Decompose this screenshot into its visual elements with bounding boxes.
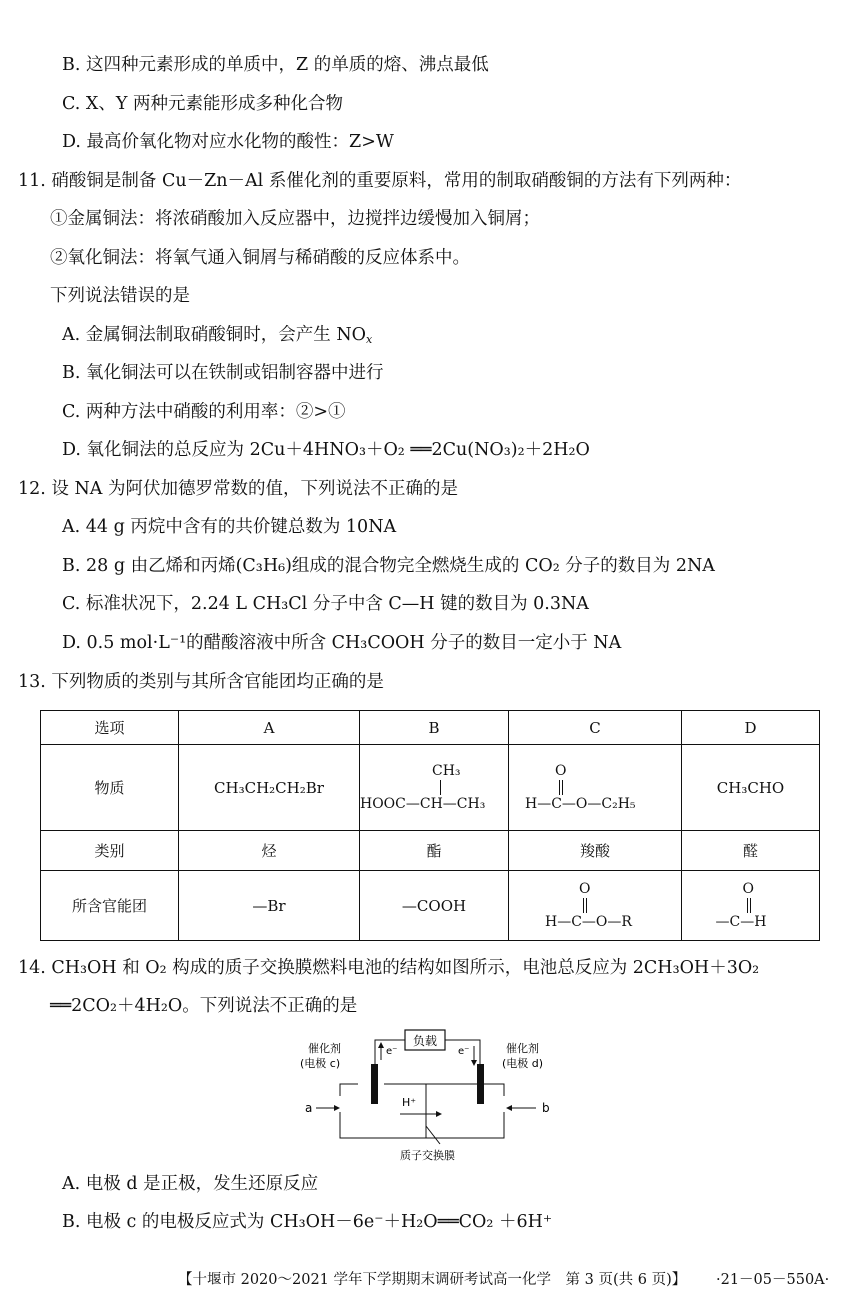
q13-stem: 13. 下列物质的类别与其所含官能团均正确的是 [18, 672, 384, 692]
left-electron-label: e⁻ [386, 1046, 398, 1057]
group-c [509, 871, 682, 940]
q11-option-a [62, 323, 372, 347]
group-d-bond-2 [750, 898, 751, 913]
footer-title: 【十堰市 2020～2021 学年下学期期末调研考试高一化学 第 3 页(共 6 页)】 [178, 1272, 687, 1288]
proton-label: H⁺ [402, 1096, 417, 1109]
membrane-label: 质子交换膜 [400, 1149, 455, 1162]
inlet-b-label: b [542, 1101, 550, 1115]
row-label-substance: 物质 [41, 745, 179, 830]
footer-code: ·21－05－550A· [716, 1272, 830, 1288]
group-d [682, 871, 819, 940]
electrode-d-label: (电极 d) [502, 1057, 544, 1070]
class-c: 羧酸 [509, 831, 682, 870]
q11-option-b: B. 氧化铜法可以在铁制或铝制容器中进行 [62, 363, 384, 383]
right-electron-arrowhead [471, 1060, 477, 1066]
group-a: —Br [179, 871, 360, 940]
q14-stem-line-2: ══2CO₂＋4H₂O。下列说法不正确的是 [50, 996, 358, 1016]
substance-c-oxygen: O [555, 762, 567, 779]
class-a: 烃 [179, 831, 360, 870]
substance-b-bond [440, 780, 441, 795]
table-row-group [41, 871, 819, 940]
inlet-b-arrowhead [506, 1105, 512, 1111]
electrode-c-label: (电极 c) [300, 1057, 341, 1070]
catalyst-left-label: 催化剂 [308, 1042, 341, 1055]
q14-option-b: B. 电极 c 的电极反应式为 CH₃OH－6e⁻＋H₂O══CO₂ ＋6H⁺ [62, 1212, 553, 1232]
q11-question: 下列说法错误的是 [50, 286, 190, 306]
proton-arrowhead [436, 1111, 442, 1117]
q14-stem-line-1: 14. CH₃OH 和 O₂ 构成的质子交换膜燃料电池的结构如图所示，电池总反应为 2CH₃OH＋3O₂ [18, 958, 760, 978]
q13-table [40, 710, 820, 941]
row-label-class: 类别 [41, 831, 179, 870]
substance-b [360, 745, 509, 830]
q12-option-b: B. 28 g 由乙烯和丙烯(C₃H₆)组成的混合物完全燃烧生成的 CO₂ 分子的数目为 2NA [62, 556, 715, 576]
header-b: B [360, 711, 509, 744]
group-c-bond-1 [583, 898, 584, 913]
cell-bottom [340, 1112, 504, 1138]
q12-stem: 12. 设 NA 为阿伏加德罗常数的值，下列说法不正确的是 [18, 479, 458, 499]
q11-option-d: D. 氧化铜法的总反应为 2Cu＋4HNO₃＋O₂ ══2Cu(NO₃)₂＋2H₂O [62, 440, 590, 460]
substance-c-bond-1 [559, 780, 560, 795]
header-a: A [179, 711, 360, 744]
substance-c-bond-2 [562, 780, 563, 795]
header-d: D [744, 718, 757, 737]
q12-option-c: C. 标准状况下，2.24 L CH₃Cl 分子中含 C—H 键的数目为 0.3NA [62, 594, 589, 614]
group-d-chain: —C—H [715, 913, 767, 930]
q11-method-1: ①金属铜法：将浓硝酸加入反应器中，边搅拌边缓慢加入铜屑； [50, 209, 540, 229]
group-c-oxygen: O [579, 880, 591, 897]
group-b: —COOH [360, 871, 509, 940]
class-b: 酯 [360, 831, 509, 870]
substance-d: CH₃CHO [716, 778, 785, 797]
catalyst-right-label: 催化剂 [506, 1042, 539, 1055]
membrane-pointer [426, 1126, 440, 1144]
table-row-substance [41, 745, 819, 831]
table-row-class [41, 831, 819, 871]
class-d: 醛 [742, 842, 758, 860]
right-electron-label: e⁻ [458, 1046, 470, 1057]
q11-method-2: ②氧化铜法：将氧气通入铜屑与稀硝酸的反应体系中。 [50, 248, 470, 268]
fuel-cell-diagram [280, 1026, 580, 1166]
row-label-group: 所含官能团 [41, 871, 179, 940]
load-label: 负载 [412, 1034, 438, 1048]
group-c-bond-2 [586, 898, 587, 913]
q10-option-d: D. 最高价氧化物对应水化物的酸性：Z>W [62, 132, 394, 152]
left-electron-arrowhead [378, 1042, 384, 1048]
inlet-a-label: a [305, 1101, 313, 1115]
substance-c [509, 745, 682, 830]
q11-option-c: C. 两种方法中硝酸的利用率：②>① [62, 402, 346, 422]
q11-option-a-text: A. 金属铜法制取硝酸铜时，会产生 NO [62, 325, 366, 345]
group-d-oxygen: O [742, 880, 754, 897]
q14-option-a: A. 电极 d 是正极，发生还原反应 [62, 1174, 319, 1194]
group-c-chain: H—C—O—R [545, 913, 632, 930]
substance-b-methyl: CH₃ [432, 762, 461, 779]
table-header-row [41, 711, 819, 745]
electrode-d [477, 1064, 484, 1104]
group-d-bond-1 [747, 898, 748, 913]
header-option: 选项 [41, 711, 179, 744]
q10-option-c: C. X、Y 两种元素能形成多种化合物 [62, 94, 343, 114]
substance-a: CH₃CH₂CH₂Br [179, 745, 360, 830]
q11-stem: 11. 硝酸铜是制备 Cu－Zn－Al 系催化剂的重要原料，常用的制取硝酸铜的方法有下列两种： [18, 171, 742, 191]
electrode-c [371, 1064, 378, 1104]
q12-option-d: D. 0.5 mol·L⁻¹的醋酸溶液中所含 CH₃COOH 分子的数目一定小于 NA [62, 633, 622, 653]
q11-option-a-sub: x [366, 333, 373, 346]
cell-top-left [340, 1084, 358, 1096]
substance-b-chain: HOOC—CH—CH₃ [360, 795, 486, 812]
header-c: C [509, 711, 682, 744]
substance-c-chain: H—C—O—C₂H₅ [525, 795, 636, 812]
q10-option-b: B. 这四种元素形成的单质中，Z 的单质的熔、沸点最低 [62, 55, 489, 75]
q12-option-a: A. 44 g 丙烷中含有的共价键总数为 10NA [62, 517, 397, 537]
inlet-a-arrowhead [334, 1105, 340, 1111]
cell-top-right [484, 1084, 504, 1096]
